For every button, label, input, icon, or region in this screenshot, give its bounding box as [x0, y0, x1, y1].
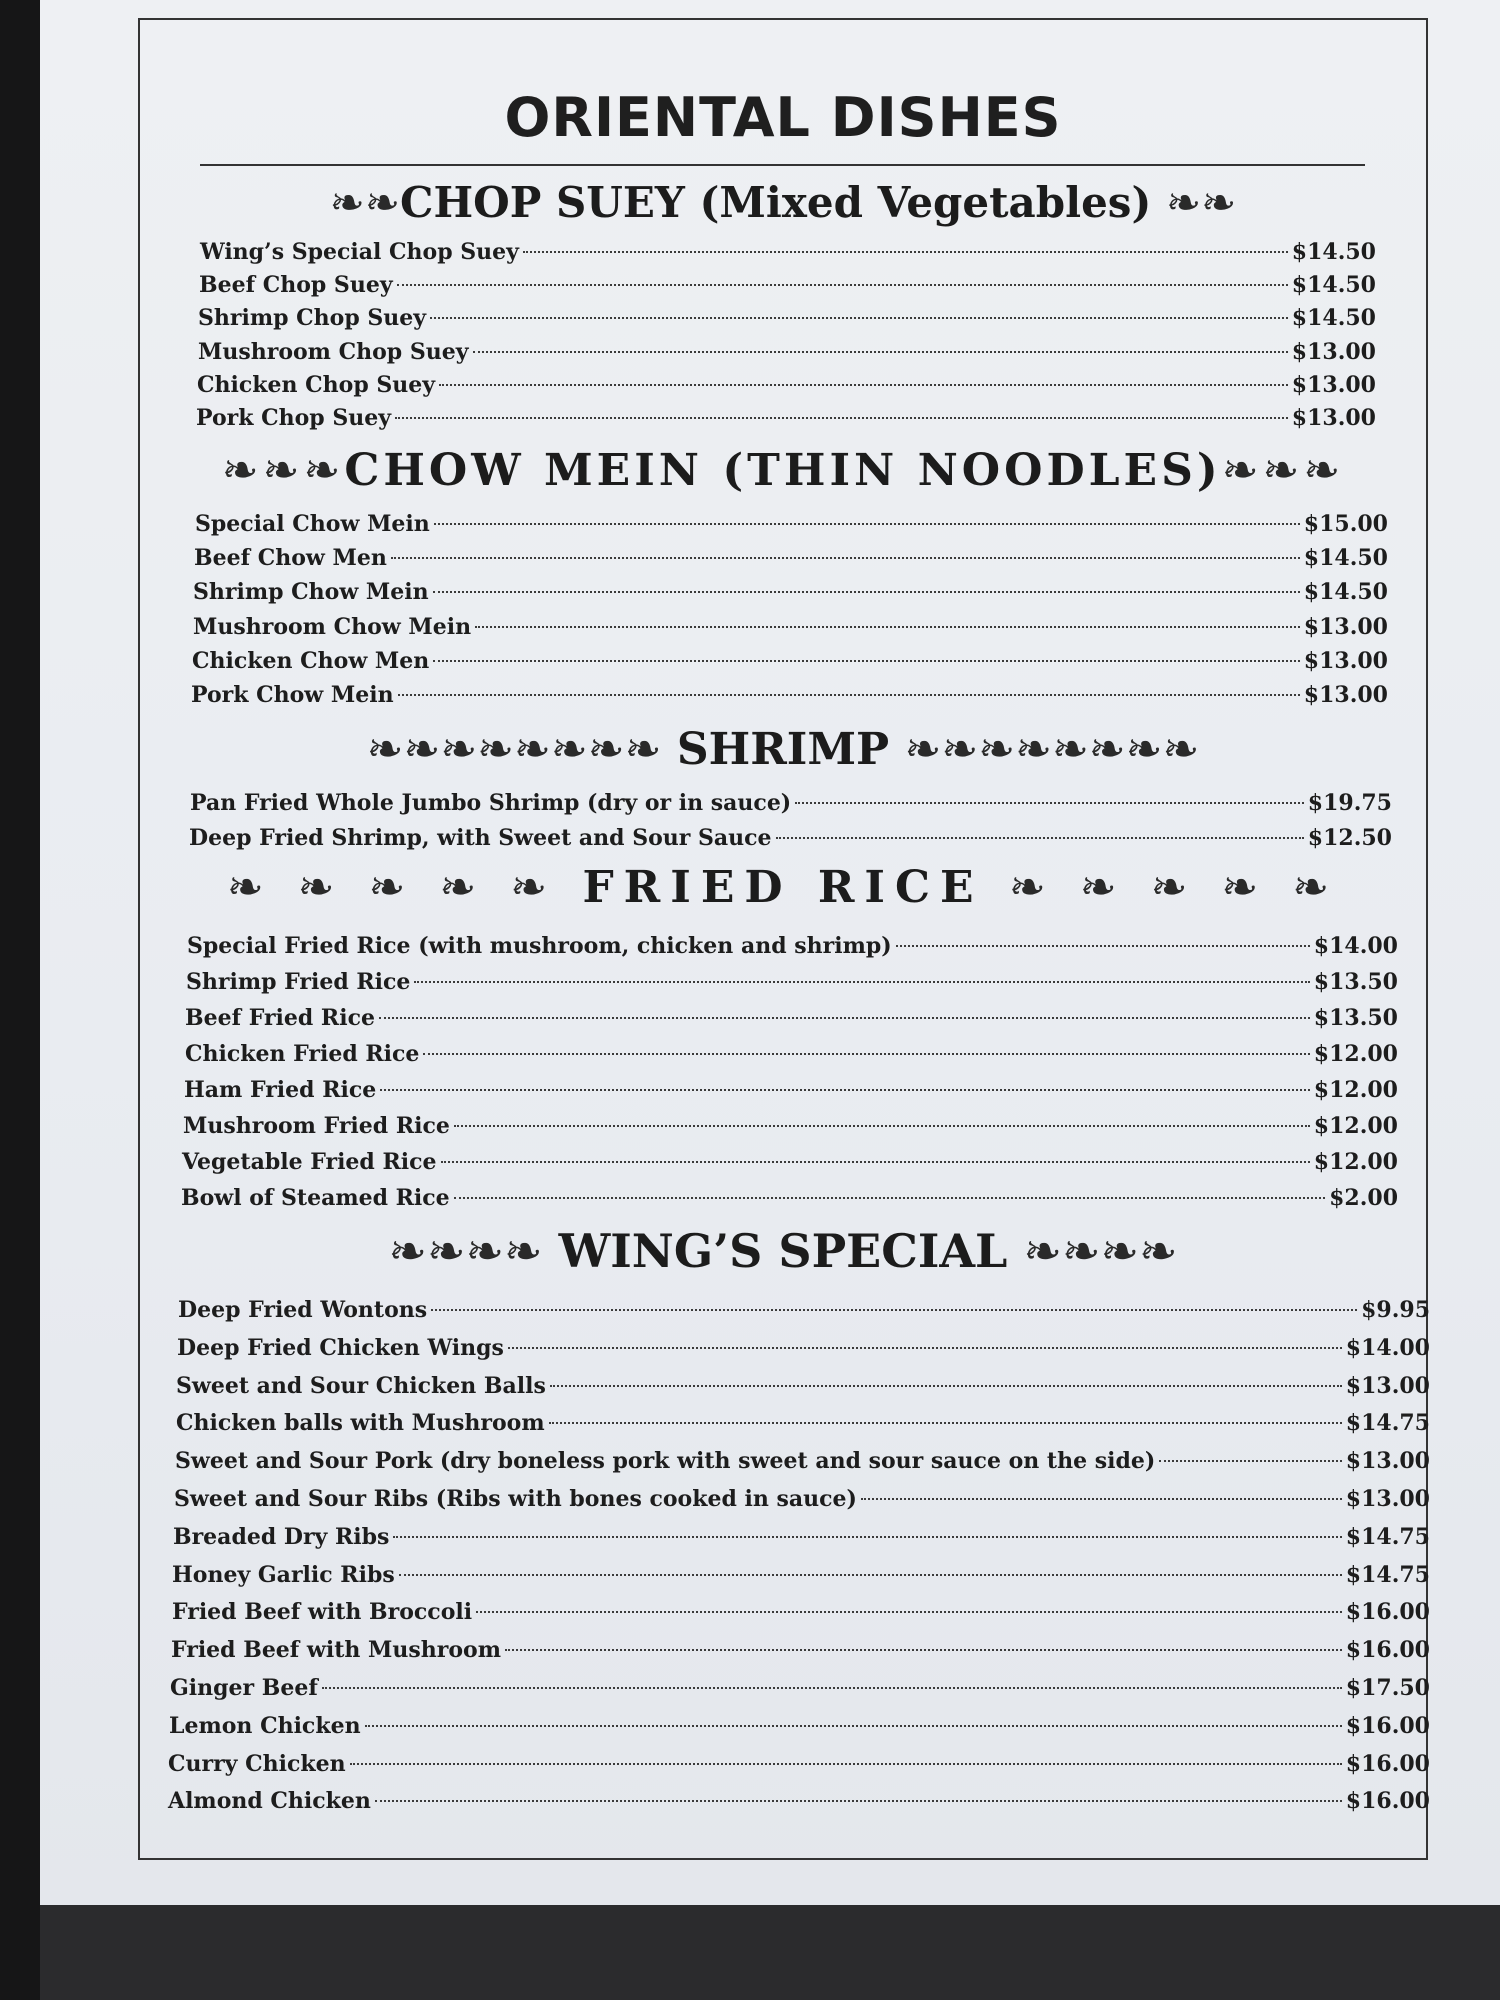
menu-item-row	[194, 542, 1388, 574]
menu-item-price: $13.00	[1291, 338, 1376, 365]
menu-item-row	[177, 1332, 1430, 1364]
menu-item-row	[182, 1146, 1398, 1178]
menu-item-price: $14.00	[1345, 1334, 1430, 1361]
menu-item-name: Wing’s Special Chop Suey	[200, 239, 519, 265]
menu-item-name: Chicken balls with Mushroom	[176, 1410, 545, 1437]
section-title: WING’S SPECIAL	[558, 1224, 1008, 1278]
ornament-icon: ❧❧❧❧	[388, 1224, 543, 1278]
dot-leader	[322, 1687, 1342, 1689]
menu-item-row	[199, 269, 1376, 301]
section-heading-fried-rice	[138, 862, 1428, 913]
menu-item-name: Ginger Beef	[170, 1675, 318, 1701]
title-divider	[200, 164, 1365, 166]
menu-item-price: $14.50	[1291, 239, 1376, 265]
menu-item-row	[189, 822, 1392, 854]
menu-item-price: $16.00	[1345, 1750, 1430, 1777]
ornament-icon: ❧❧❧	[221, 445, 345, 496]
menu-item-price: $13.00	[1291, 405, 1376, 431]
dot-leader	[523, 251, 1288, 253]
menu-item-name: Ham Fried Rice	[184, 1077, 377, 1103]
ornament-icon: ❧❧❧❧	[1023, 1224, 1178, 1278]
dot-leader	[439, 384, 1288, 386]
dot-leader	[379, 1017, 1310, 1019]
menu-item-name: Deep Fried Shrimp, with Sweet and Sour Sauce	[189, 824, 772, 851]
dot-leader	[776, 837, 1304, 839]
menu-item-price: $17.50	[1345, 1675, 1430, 1701]
section-title: CHOP SUEY (Mixed Vegetables)	[400, 178, 1152, 227]
menu-item-price: $14.75	[1345, 1410, 1430, 1437]
section-heading-chop-suey	[138, 178, 1428, 227]
menu-item-name: Pork Chow Mein	[191, 682, 394, 708]
dot-leader	[476, 1611, 1342, 1613]
menu-item-row	[170, 1672, 1430, 1704]
menu-item-price: $15.00	[1303, 511, 1388, 537]
ornament-icon: ❧❧❧❧❧❧❧❧	[366, 724, 662, 775]
menu-item-price: $12.00	[1313, 1149, 1398, 1175]
dot-leader	[473, 351, 1288, 353]
menu-item-name: Almond Chicken	[168, 1788, 371, 1815]
dot-leader	[350, 1763, 1342, 1765]
section-heading-chow-mein	[138, 445, 1428, 496]
menu-item-row	[187, 930, 1398, 962]
dot-leader	[861, 1498, 1342, 1500]
menu-item-price: $13.00	[1345, 1486, 1430, 1512]
section-heading-wings-special	[138, 1224, 1428, 1278]
menu-item-price: $14.75	[1345, 1561, 1430, 1588]
menu-item-name: Vegetable Fried Rice	[182, 1149, 437, 1175]
menu-item-row	[192, 645, 1388, 677]
menu-item-name: Honey Garlic Ribs	[172, 1561, 395, 1588]
menu-item-price: $13.50	[1313, 969, 1398, 995]
menu-item-name: Special Chow Mein	[195, 511, 430, 537]
ornament-icon: ❧ ❧ ❧ ❧ ❧	[1008, 862, 1340, 913]
dot-leader	[398, 694, 1300, 696]
menu-item-row	[168, 1748, 1430, 1780]
menu-item-name: Mushroom Chow Mein	[193, 613, 472, 640]
dot-leader	[433, 660, 1300, 662]
ornament-icon: ❧❧	[1165, 178, 1237, 227]
menu-item-row	[173, 1521, 1430, 1553]
menu-item-price: $13.00	[1345, 1448, 1430, 1475]
menu-item-price: $13.50	[1313, 1005, 1398, 1031]
dot-leader	[475, 626, 1300, 628]
dot-leader	[433, 591, 1300, 593]
dot-leader	[431, 1309, 1357, 1311]
menu-item-price: $12.50	[1307, 824, 1392, 851]
menu-item-row	[169, 1710, 1430, 1742]
menu-item-row	[175, 1445, 1430, 1477]
dot-leader	[395, 417, 1288, 419]
dot-leader	[549, 1422, 1342, 1424]
dot-leader	[454, 1125, 1310, 1127]
dot-leader	[380, 1089, 1310, 1091]
section-title: CHOW MEIN (THIN NOODLES)	[344, 445, 1222, 496]
section-title: SHRIMP	[676, 724, 890, 775]
page-title: ORIENTAL DISHES	[504, 86, 1062, 149]
menu-item-name: Fried Beef with Broccoli	[172, 1599, 473, 1626]
menu-item-price: $14.00	[1313, 933, 1398, 959]
menu-item-row	[185, 1038, 1398, 1070]
menu-item-row	[190, 787, 1392, 819]
menu-item-row	[171, 1634, 1430, 1666]
dot-leader	[399, 1574, 1342, 1576]
menu-item-row	[184, 1074, 1398, 1106]
menu-item-name: Shrimp Fried Rice	[186, 969, 411, 995]
menu-item-price: $12.00	[1313, 1113, 1398, 1139]
ornament-icon: ❧ ❧ ❧ ❧ ❧	[226, 862, 558, 913]
menu-item-name: Chicken Chop Suey	[197, 371, 436, 398]
menu-item-name: Pork Chop Suey	[196, 405, 392, 431]
menu-item-price: $12.00	[1313, 1077, 1398, 1103]
menu-item-price: $16.00	[1345, 1637, 1430, 1664]
dot-leader	[795, 802, 1304, 804]
menu-item-price: $13.00	[1291, 371, 1376, 398]
ornament-icon: ❧❧	[329, 178, 401, 227]
ornament-icon: ❧❧❧❧❧❧❧❧	[904, 724, 1200, 775]
menu-item-row	[195, 508, 1388, 540]
dot-leader	[1159, 1460, 1342, 1462]
menu-item-price: $14.50	[1291, 305, 1376, 332]
menu-item-row	[168, 1785, 1430, 1817]
menu-item-row	[185, 1002, 1398, 1034]
menu-item-price: $16.00	[1345, 1599, 1430, 1626]
menu-item-name: Pan Fried Whole Jumbo Shrimp (dry or in sauce)	[190, 790, 792, 816]
menu-item-price: $14.50	[1291, 272, 1376, 299]
menu-item-name: Beef Chop Suey	[199, 272, 393, 299]
menu-item-price: $13.00	[1303, 682, 1388, 708]
menu-item-row	[172, 1559, 1430, 1591]
menu-item-name: Fried Beef with Mushroom	[171, 1637, 501, 1664]
menu-item-price: $13.00	[1303, 613, 1388, 640]
menu-item-name: Mushroom Fried Rice	[183, 1113, 450, 1139]
menu-item-name: Sweet and Sour Ribs (Ribs with bones cooked in sauce)	[174, 1486, 857, 1512]
dot-leader	[430, 317, 1288, 319]
dot-leader	[454, 1197, 1325, 1199]
menu-item-price: $14.75	[1345, 1523, 1430, 1550]
menu-item-row	[197, 369, 1376, 401]
menu-item-name: Sweet and Sour Pork (dry boneless pork with sweet and sour sauce on the side)	[175, 1448, 1156, 1475]
dot-leader	[441, 1161, 1310, 1163]
menu-item-price: $9.95	[1361, 1297, 1430, 1323]
menu-item-row	[186, 966, 1398, 998]
menu-item-row	[176, 1370, 1430, 1402]
menu-item-row	[191, 679, 1388, 711]
menu-item-name: Mushroom Chop Suey	[198, 338, 469, 365]
menu-item-row	[200, 236, 1376, 268]
menu-item-price: $13.00	[1345, 1372, 1430, 1399]
background-surface	[0, 0, 40, 2000]
dot-leader	[391, 557, 1300, 559]
menu-item-row	[174, 1483, 1430, 1515]
dot-leader	[393, 1536, 1341, 1538]
ornament-icon: ❧❧❧	[1221, 445, 1345, 496]
menu-item-price: $14.50	[1303, 545, 1388, 572]
menu-item-price: $13.00	[1303, 647, 1388, 674]
menu-item-name: Special Fried Rice (with mushroom, chicken and shrimp)	[187, 933, 892, 959]
menu-item-row	[181, 1182, 1398, 1214]
section-title: FRIED RICE	[582, 862, 984, 913]
menu-item-row	[193, 576, 1388, 608]
dot-leader	[896, 945, 1310, 947]
menu-item-name: Deep Fried Chicken Wings	[177, 1334, 504, 1361]
menu-item-price: $16.00	[1345, 1712, 1430, 1739]
menu-item-name: Bowl of Steamed Rice	[181, 1185, 450, 1211]
dot-leader	[505, 1649, 1342, 1651]
menu-item-row	[176, 1407, 1430, 1439]
menu-item-name: Sweet and Sour Chicken Balls	[176, 1372, 546, 1399]
menu-item-name: Shrimp Chow Mein	[193, 579, 429, 606]
menu-item-name: Chicken Chow Men	[192, 647, 430, 674]
menu-item-row	[198, 336, 1376, 368]
menu-item-name: Chicken Fried Rice	[185, 1041, 420, 1067]
menu-item-price: $19.75	[1307, 790, 1392, 816]
menu-item-price: $16.00	[1345, 1788, 1430, 1815]
dot-leader	[550, 1385, 1342, 1387]
menu-item-row	[193, 611, 1388, 643]
menu-item-name: Shrimp Chop Suey	[198, 305, 427, 332]
dot-leader	[397, 284, 1288, 286]
section-heading-shrimp	[138, 724, 1428, 775]
menu-item-price: $12.00	[1313, 1041, 1398, 1067]
dot-leader	[375, 1800, 1342, 1802]
menu-item-row	[178, 1294, 1430, 1326]
dot-leader	[414, 981, 1309, 983]
dot-leader	[365, 1725, 1342, 1727]
menu-item-name: Beef Fried Rice	[185, 1005, 375, 1031]
menu-item-price: $2.00	[1329, 1185, 1398, 1211]
menu-item-row	[172, 1596, 1430, 1628]
menu-item-name: Breaded Dry Ribs	[173, 1523, 390, 1550]
menu-item-row	[183, 1110, 1398, 1142]
dot-leader	[434, 523, 1300, 525]
menu-item-row	[196, 402, 1376, 434]
menu-item-name: Deep Fried Wontons	[178, 1297, 428, 1323]
menu-item-name: Lemon Chicken	[169, 1712, 361, 1739]
dot-leader	[508, 1347, 1342, 1349]
menu-item-name: Curry Chicken	[168, 1750, 346, 1777]
dot-leader	[423, 1053, 1309, 1055]
menu-item-row	[198, 302, 1376, 334]
menu-item-name: Beef Chow Men	[194, 545, 387, 572]
menu-item-price: $14.50	[1303, 579, 1388, 606]
